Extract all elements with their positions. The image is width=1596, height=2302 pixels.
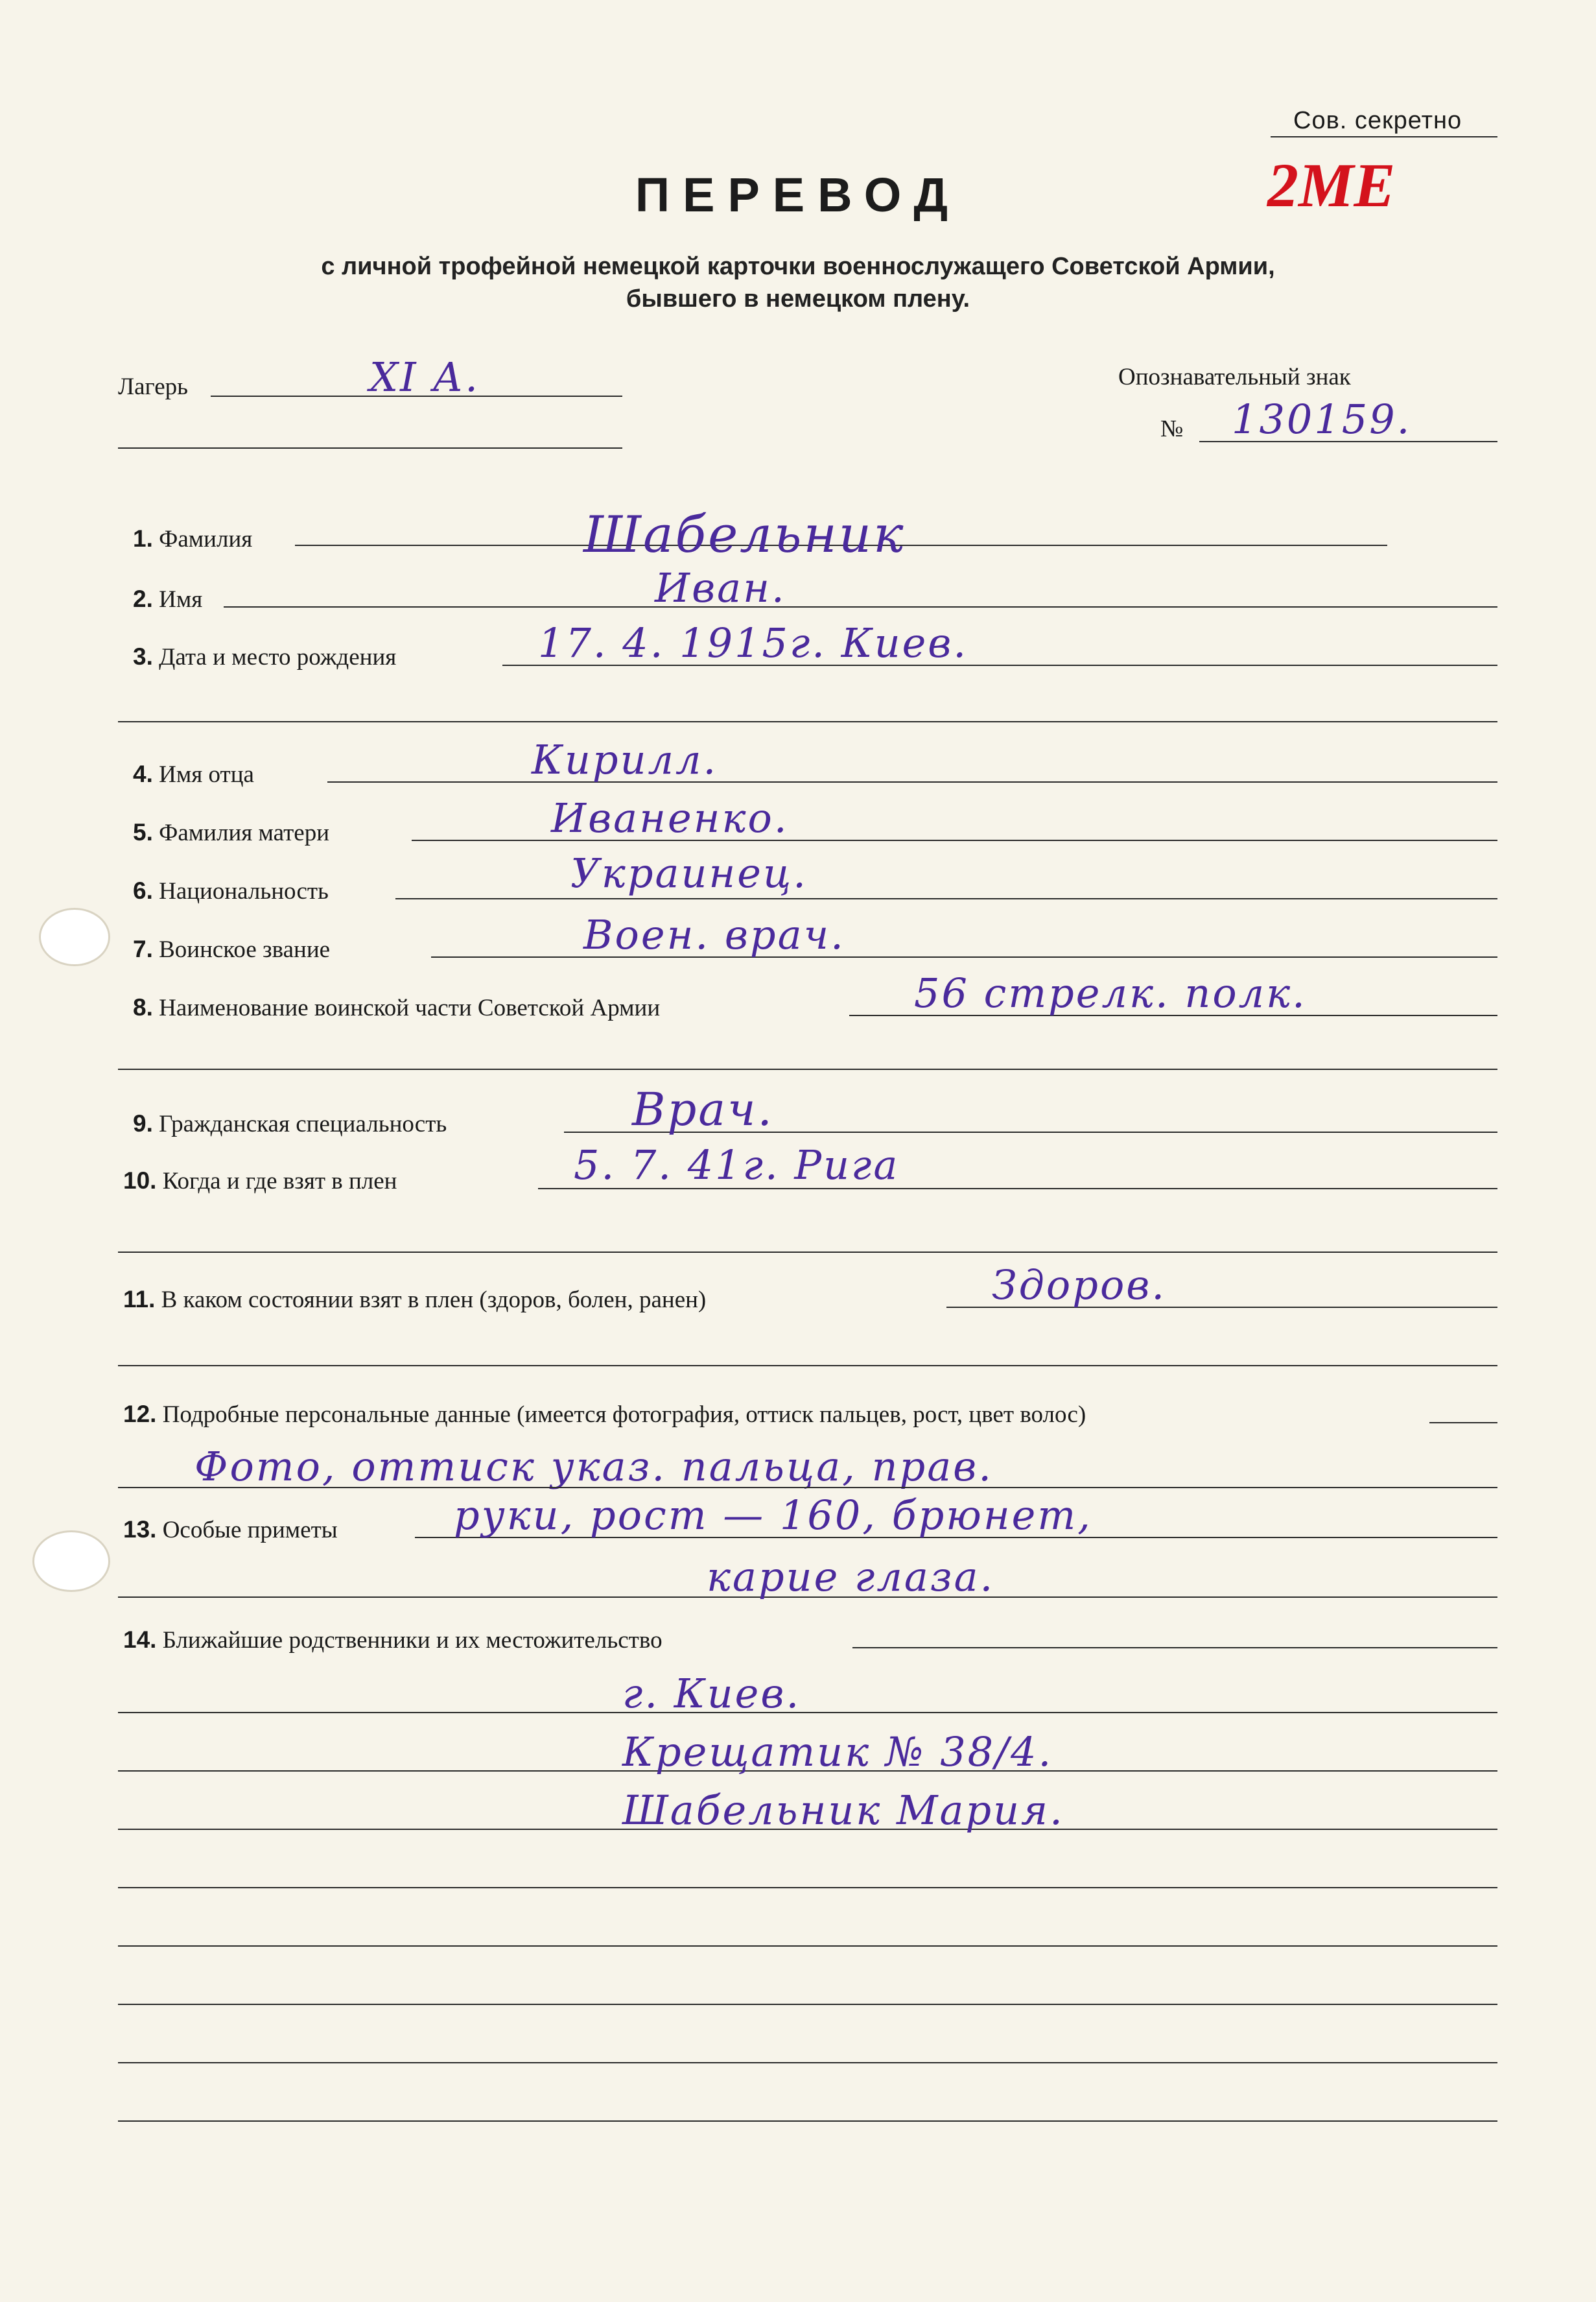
field-11-label — [123, 1286, 706, 1314]
blank-rule-2 — [118, 1945, 1497, 1947]
field-9-number: 9. — [133, 1110, 153, 1137]
field-13-number: 13. — [123, 1516, 157, 1543]
field-8-label — [133, 994, 660, 1022]
blank-rule-4 — [118, 2062, 1497, 2063]
field-4-number: 4. — [133, 761, 153, 787]
camp-rule-2 — [118, 447, 622, 449]
field-5-text: Фамилия матери — [159, 820, 330, 846]
field-2-rule — [224, 606, 1497, 608]
field-3-number: 3. — [133, 643, 153, 670]
field-4-rule — [327, 781, 1497, 783]
field-6-label — [133, 877, 329, 905]
field-10-text: Когда и где взят в плен — [162, 1168, 397, 1194]
id-value: 130159. — [1232, 396, 1412, 443]
relatives-rule-1 — [118, 1712, 1497, 1713]
field-1-number: 1. — [133, 525, 153, 552]
field-3-value: 17. 4. 1915г. Киев. — [538, 619, 968, 667]
field-1-value: Шабельник — [583, 506, 906, 564]
field-1-text: Фамилия — [159, 526, 253, 552]
field-12-text: Подробные персональные данные (имеется фотография, оттиск пальцев, рост, цвет волос) — [162, 1401, 1086, 1428]
field-13-text: Особые приметы — [162, 1517, 338, 1543]
field-7-text: Воинское звание — [159, 936, 331, 963]
field-4-value: Кирилл. — [532, 736, 718, 783]
field-14-text: Ближайшие родственники и их местожительство — [162, 1627, 663, 1654]
field-9-label — [133, 1110, 447, 1138]
field-7-label — [133, 936, 330, 964]
blank-rule-5 — [118, 2120, 1497, 2122]
field-8-number: 8. — [133, 994, 153, 1021]
field-13-value-2: карие глаза. — [707, 1553, 995, 1600]
field-12-number: 12. — [123, 1401, 157, 1427]
classification-rule — [1271, 136, 1497, 137]
field-14-label — [123, 1626, 663, 1654]
field-10-label — [123, 1167, 397, 1195]
field-5-value: Иваненко. — [551, 794, 789, 842]
field-13-label — [123, 1516, 338, 1544]
field-12-label — [123, 1401, 1086, 1429]
field-10-value: 5. 7. 41г. Рига — [574, 1141, 900, 1189]
field-6-value: Украинец. — [570, 849, 808, 897]
field-14-rule — [852, 1647, 1497, 1648]
field-11-text: В каком состоянии взят в плен (здоров, болен, ранен) — [161, 1287, 707, 1313]
field-12-rule-2 — [118, 1487, 1497, 1488]
field-2-text: Имя — [159, 586, 203, 613]
field-5-label — [133, 819, 329, 847]
punch-hole-upper — [39, 908, 110, 966]
field-6-text: Национальность — [159, 878, 329, 905]
field-11-number: 11. — [123, 1286, 156, 1312]
field-4-text: Имя отца — [159, 761, 254, 788]
document-subtitle-2: бывшего в немецком плену. — [626, 285, 970, 313]
field-13-value: руки, рост — 160, брюнет, — [454, 1491, 1092, 1539]
field-12-value: Фото, оттиск указ. пальца, прав. — [194, 1443, 993, 1490]
id-label: Опознавательный знак — [1118, 364, 1351, 390]
camp-value: XI А. — [370, 353, 480, 401]
field-3-rule-2 — [118, 721, 1497, 722]
field-7-number: 7. — [133, 936, 153, 962]
field-10-number: 10. — [123, 1167, 157, 1194]
field-11-value: Здоров. — [992, 1261, 1167, 1309]
blank-rule-1 — [118, 1887, 1497, 1888]
relatives-line-2: Крещатик № 38/4. — [622, 1728, 1053, 1775]
document-subtitle-1: с личной трофейной немецкой карточки военнослужащего Советской Армии, — [321, 253, 1275, 280]
field-8-text: Наименование воинской части Советской Армии — [159, 995, 661, 1021]
id-number-label: № — [1160, 416, 1184, 442]
relatives-line-1: г. Киев. — [622, 1670, 801, 1717]
field-6-rule — [395, 898, 1497, 899]
field-2-value: Иван. — [655, 564, 786, 611]
field-10-rule-2 — [118, 1252, 1497, 1253]
field-12-rule — [1429, 1422, 1497, 1423]
field-9-text: Гражданская специальность — [159, 1111, 447, 1137]
field-3-label — [133, 643, 396, 671]
field-4-label — [133, 761, 254, 789]
classification-stamp: Сов. секретно — [1293, 107, 1462, 134]
field-1-label — [133, 525, 252, 553]
field-2-number: 2. — [133, 586, 153, 612]
field-9-value: Врач. — [632, 1083, 774, 1136]
punch-hole-lower — [32, 1530, 110, 1592]
field-8-value: 56 стрелк. полк. — [914, 969, 1307, 1017]
field-8-rule-2 — [118, 1069, 1497, 1070]
camp-label: Лагерь — [118, 374, 189, 400]
blank-rule-3 — [118, 2004, 1497, 2005]
field-5-number: 5. — [133, 819, 153, 846]
field-11-rule-2 — [118, 1365, 1497, 1366]
field-6-number: 6. — [133, 877, 153, 904]
field-14-number: 14. — [123, 1626, 157, 1653]
field-7-value: Воен. врач. — [583, 911, 845, 958]
relatives-line-3: Шабельник Мария. — [622, 1786, 1064, 1834]
document-title: ПЕРЕВОД — [635, 168, 961, 222]
field-3-text: Дата и место рождения — [159, 644, 397, 670]
field-2-label — [133, 586, 202, 613]
red-handwritten-number: 2МЕ — [1267, 150, 1396, 220]
